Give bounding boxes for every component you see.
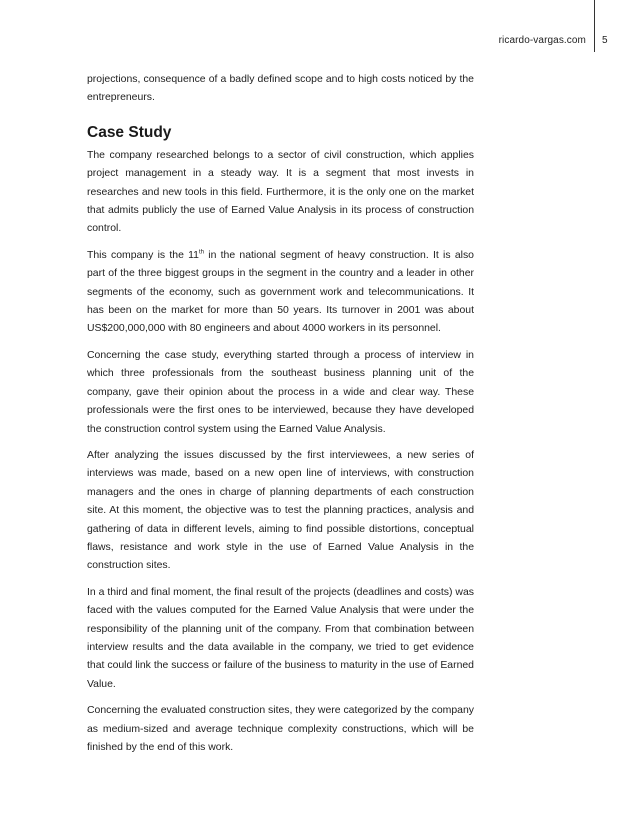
paragraph-3: Concerning the case study, everything started through a process of interview in which three professionals from the southeast business planning unit of the company, gave their opinion about the process in a wide and clear way. These professionals were the first ones to be interviewed, because they have developed the construction control system using the Earned Value Analysis.	[87, 349, 474, 435]
site-url[interactable]: ricardo-vargas.com	[498, 35, 586, 46]
page-number: 5	[602, 35, 608, 46]
paragraph-2-start: This company is the 11	[87, 249, 199, 261]
page-body	[87, 71, 474, 765]
paragraph-2-rest: in the national segment of heavy construction. It is also part of the three biggest groups in the segment in the country and a leader in other segments of the economy, such as government work and telecommunications. It has been on the market for more than 50 years. Its turnover in 2001 was about US$200,000,000 with 80 engineers and about 4000 workers in its personnel.	[87, 249, 474, 335]
intro-paragraph: projections, consequence of a badly defined scope and to high costs noticed by the entrepreneurs.	[87, 74, 474, 104]
paragraph-4: After analyzing the issues discussed by the first interviewees, a new series of interviews was made, based on a new open line of interviews, with construction managers and the ones in charge of planning departments of each construction site. At this moment, the objective was to test the planning practices, analysis and gathering of data in different levels, aiming to find possible distortions, conceptual flaws, resistance and work style in the use of Earned Value Analysis in the construction sites.	[87, 449, 474, 572]
paragraph-2	[87, 247, 474, 339]
paragraph-5: In a third and final moment, the final result of the projects (deadlines and costs) was faced with the values computed for the Earned Value Analysis that were under the responsibility of the planning unit of the company. From that combination between interview results and the data available in the company, we tried to get evidence that could link the success or failure of the business to maturity in the use of Earned Value.	[87, 586, 474, 690]
paragraph-6: Concerning the evaluated construction sites, they were categorized by the company as medium-sized and average technique complexity constructions, which will be finished by the end of this work.	[87, 705, 474, 753]
header-divider	[594, 0, 595, 52]
ordinal-suffix: th	[198, 249, 204, 256]
page-header	[0, 0, 638, 60]
paragraph-1: The company researched belongs to a sector of civil construction, which applies project management in a steady way. It is a segment that most invests in researches and new tools in this field. Furthermore, it is the only one on the market that admits publicly the use of Earned Value Analysis in its process of construction control.	[87, 149, 474, 235]
section-title: Case Study	[87, 123, 172, 141]
